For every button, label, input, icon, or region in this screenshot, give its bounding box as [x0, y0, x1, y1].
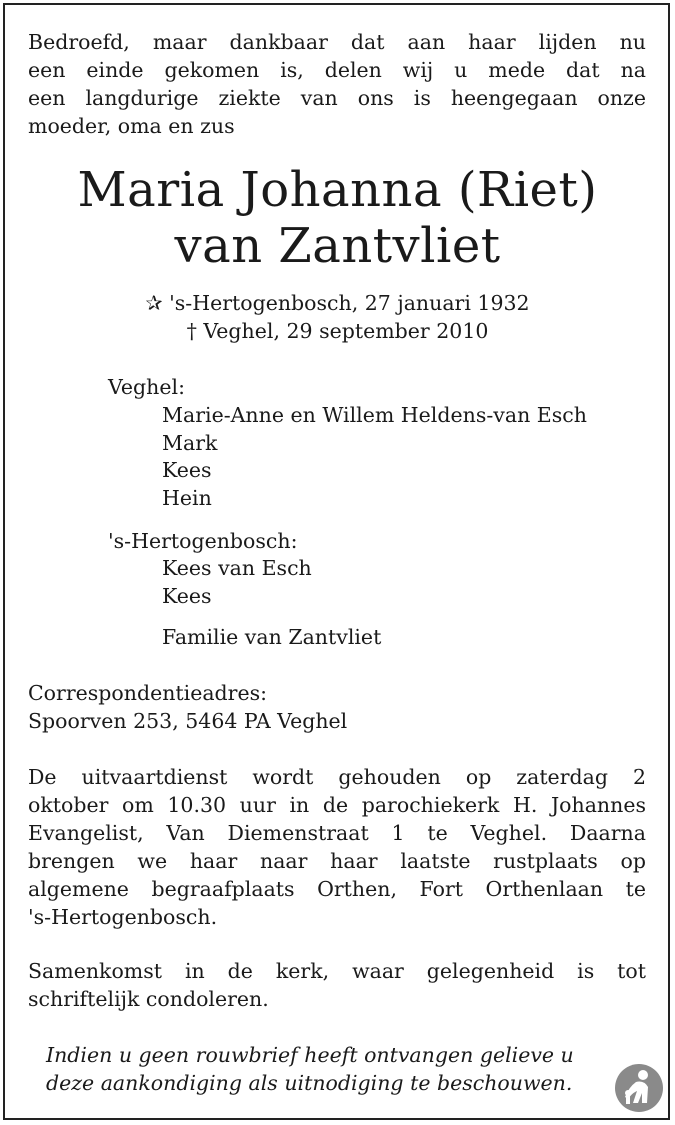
veghel-members — [162, 402, 587, 512]
notice-line: Indien u geen rouwbrief heeft ontvangen gelieve u — [46, 1043, 574, 1067]
memorial-logo-icon — [614, 1063, 664, 1113]
intro-line: Bedroefd, maar dankbaar dat aan haar lijden nu — [28, 30, 646, 54]
intro-line: moeder, oma en zus — [28, 114, 235, 138]
family-member: Mark — [162, 430, 218, 455]
denbosch-members — [162, 555, 312, 610]
intro-paragraph — [28, 28, 646, 140]
death-line — [0, 316, 675, 346]
service-line: algemene begraafplaats Orthen, Fort Orthenlaan te — [28, 877, 646, 901]
death-text: Veghel, 29 september 2010 — [203, 319, 489, 343]
deceased-name-line2: van Zantvliet — [174, 218, 501, 274]
gathering-line: schriftelijk condoleren. — [28, 987, 269, 1011]
service-line: oktober om 10.30 uur in de parochiekerk H. Johannes — [28, 793, 646, 817]
service-line: Evangelist, Van Diemenstraat 1 te Veghel. Daarna — [28, 821, 646, 845]
birth-star-icon: ✰ — [145, 291, 163, 315]
service-paragraph — [28, 763, 646, 931]
gathering-paragraph — [28, 957, 646, 1013]
service-line: brengen we haar naar haar laatste rustplaats op — [28, 849, 646, 873]
intro-line: een einde gekomen is, delen wij u mede dat na — [28, 58, 646, 82]
correspondence-heading: Correspondentieadres: — [28, 681, 268, 705]
correspondence-block — [28, 680, 347, 735]
veghel-heading: Veghel: — [108, 375, 185, 399]
service-line: 's-Hertogenbosch. — [28, 905, 218, 929]
extended-family: Familie van Zantvliet — [162, 625, 382, 649]
correspondence-address: Spoorven 253, 5464 PA Veghel — [28, 708, 348, 733]
denbosch-heading: 's-Hertogenbosch: — [108, 529, 298, 553]
family-member: Kees van Esch — [162, 556, 312, 580]
death-cross-icon: † — [186, 319, 197, 343]
family-member: Marie-Anne en Willem Heldens-van Esch — [162, 403, 587, 427]
service-line: De uitvaartdienst wordt gehouden op zaterdag 2 — [28, 765, 646, 789]
family-member: Kees — [162, 458, 212, 482]
deceased-name-line1: Maria Johanna (Riet) — [77, 162, 598, 218]
family-member: Hein — [162, 485, 212, 510]
notice-line: deze aankondiging als uitnodiging te beschouwen. — [46, 1071, 573, 1095]
gathering-line: Samenkomst in de kerk, waar gelegenheid is tot — [28, 959, 646, 983]
family-member: Kees — [162, 583, 212, 608]
birth-text: 's-Hertogenbosch, 27 januari 1932 — [169, 291, 530, 315]
intro-line: een langdurige ziekte van ons is heengegaan onze — [28, 86, 646, 110]
notice-paragraph — [46, 1041, 636, 1097]
birth-line — [0, 288, 675, 318]
